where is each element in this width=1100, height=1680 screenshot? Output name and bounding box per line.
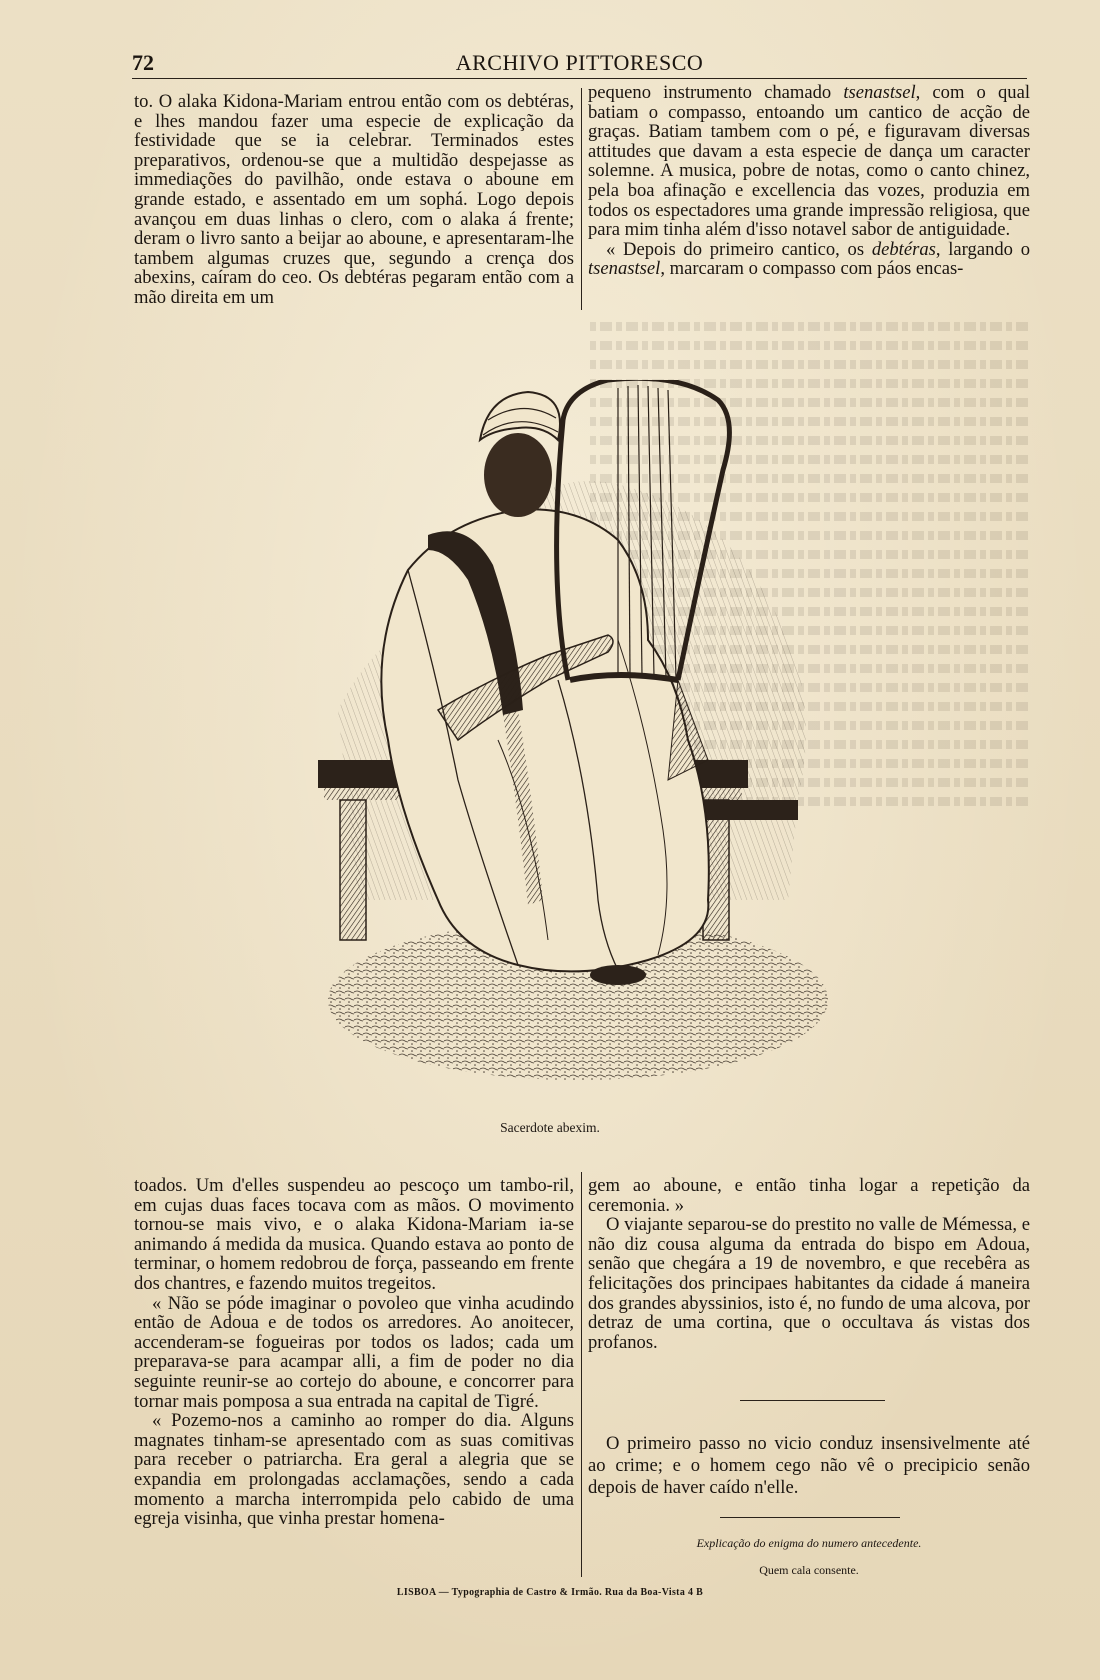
paragraph: toados. Um d'elles suspendeu ao pescoço um tambo-ril, em cujas duas faces tocava com as mãos. O movimento tornou-se mais vivo, e o alaka Kidona-Mariam ia-se animando á medida da musica. Quando estava ao ponto de terminar, o homem redobrou de força, passeando em frente dos chantres, e fazendo muitos tregeitos.	[134, 1175, 574, 1294]
column-top-right	[588, 83, 1030, 279]
paragraph: « Não se póde imaginar o povoleo que vinha acudindo então de Adoua e de todos os arredores. Ao anoitecer, accenderam-se fogueiras por todos os lados; cada um preparava-se para acampar alli, a fim de poder no dia seguinte reunir-se ao cortejo do aboune, e concorrer para tornar mais pomposa a sua entrada na capital de Tigré.	[134, 1292, 574, 1412]
paragraph: pequeno instrumento chamado tsenastsel, com o qual batiam o compasso, entoando um cantico de acção de graças. Batiam tambem com o pé, e figuravam diversas attitudes que davam a esta especie de dança um caracter solemne. A musica, pobre de notas, como o canto chinez, pela boa afinação e excellencia das vozes, produzia em todos os espectadores uma grande impressão religiosa, que para mim tinha além d'isso notavel sabor de antiguidade.	[588, 82, 1030, 241]
column-bottom-right	[588, 1176, 1030, 1352]
page-header	[132, 50, 1027, 80]
column-divider	[581, 88, 582, 310]
paragraph: « Depois do primeiro cantico, os debtéras, largando o tsenastsel, marcaram o compasso com páos encas-	[588, 238, 1030, 280]
section-rule	[720, 1517, 900, 1518]
priest-engraving	[318, 380, 838, 1095]
paragraph: O viajante separou-se do prestito no valle de Mémessa, e não diz cousa alguma da entrada do bispo em Adoua, senão que chegára a 19 de novembro, e que recebêra as felicitações dos principaes habitantes da cidade á maneira dos grandes abyssinios, isto é, no fundo de uma alcova, por detraz de uma cortina, que o occultava ás vistas dos profanos.	[588, 1214, 1030, 1353]
section-rule	[740, 1400, 885, 1401]
header-rule	[132, 78, 1027, 79]
column-bottom-left	[134, 1176, 574, 1529]
paragraph: « Pozemo-nos a caminho ao romper do dia. Alguns magnates tinham-se apresentado com as suas comitivas para receber o patriarcha. Era geral a alegria que se expandia em prolongadas acclamações, sendo a cada momento a marcha interrompida pelo cabido de uma egreja visinha, que vinha prestar homena-	[134, 1410, 574, 1530]
enigma-title: Explicação do enigma do numero antecedente.	[696, 1536, 922, 1550]
imprint-line: LISBOA — Typographia de Castro & Irmão. Rua da Boa-Vista 4 B	[396, 1586, 704, 1598]
column-divider	[581, 1172, 582, 1577]
column-top-left	[134, 92, 574, 308]
paragraph: gem ao aboune, e então tinha logar a repetição da ceremonia. »	[588, 1175, 1030, 1216]
running-title: ARCHIVO PITTORESCO	[455, 50, 704, 75]
paragraph: to. O alaka Kidona-Mariam entrou então com os debtéras, e lhes mandou fazer uma especie de explicação da festividade que se ia celebrar. Terminados estes preparativos, ordenou-se que a multidão despejasse as immediações do pavilhão, onde estava o aboune em grande estado, e assentado em um sophá. Logo depois avançou em duas linhas o clero, com o alaka á frente; deram o livro santo a beijar ao aboune, e apresentaram-lhe tambem algumas cruzes que, segundo a crença dos abexins, caíram do ceo. Os debtéras pegaram então com a mão direita em um	[134, 91, 574, 308]
page-number: 72	[132, 50, 154, 75]
maxim: O primeiro passo no vicio conduz insensivelmente até ao crime; e o homem cego não vê o precipicio senão depois de haver caído n'elle.	[588, 1433, 1030, 1498]
enigma-answer: Quem cala consente.	[759, 1563, 859, 1577]
illustration-caption: Sacerdote abexim.	[500, 1120, 600, 1135]
